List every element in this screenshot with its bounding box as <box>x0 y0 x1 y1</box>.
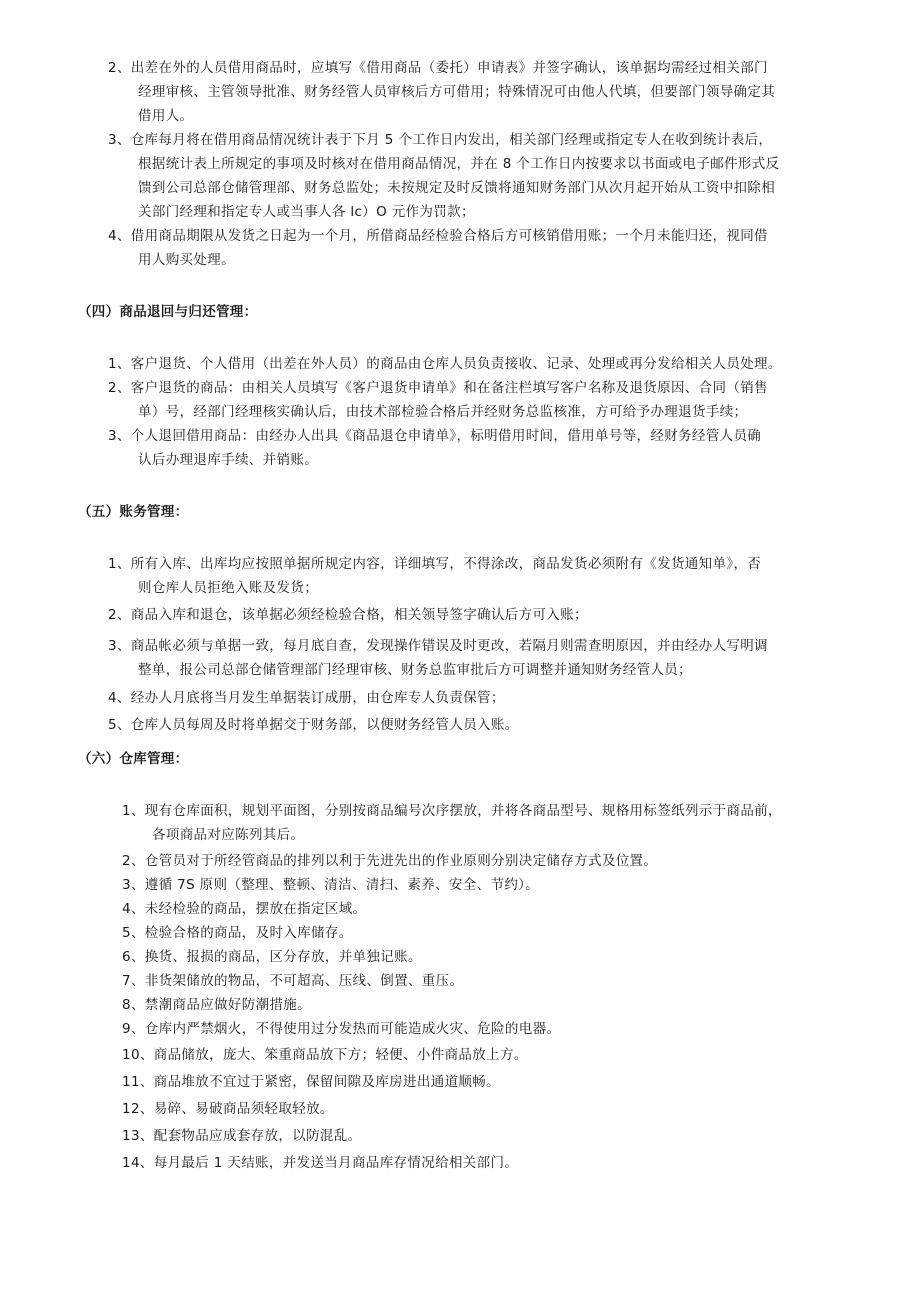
item-number: 5、 <box>108 717 131 733</box>
item-line: 禁潮商品应做好防潮措施。 <box>144 997 311 1013</box>
warehouse-item-12 <box>122 1097 334 1121</box>
item-number: 2、 <box>108 607 131 623</box>
item-number: 10、 <box>122 1047 154 1063</box>
warehouse-item-4 <box>122 897 366 921</box>
item-number: 1、 <box>108 356 131 372</box>
warehouse-item-2 <box>122 849 657 873</box>
item-line: 则仓库人员拒绝入账及发货； <box>138 580 319 596</box>
item-line: 商品堆放不宜过于紧密，保留间隙及库房进出通道顺畅。 <box>153 1074 500 1090</box>
item-line: 用人购买处理。 <box>138 252 235 268</box>
item-number: 14、 <box>122 1155 154 1171</box>
item-number: 13、 <box>122 1128 154 1144</box>
item-line: 个人退回借用商品：由经办人出具《商品退仓申请单》，标明借用时间，借用单号等，经财务经管人员确 <box>130 428 762 444</box>
item-line: 配套物品应成套存放，以防混乱。 <box>153 1128 362 1144</box>
item-line: 遵循 7S 原则（整理、整顿、清洁、清扫、素养、安全、节约）。 <box>144 877 540 893</box>
item-number: 4、 <box>122 901 145 917</box>
item-line: 每月最后 1 天结账，并发送当月商品库存情况给相关部门。 <box>153 1155 519 1171</box>
item-line: 经办人月底将当月发生单据装订成册，由仓库专人负责保管； <box>130 690 505 706</box>
item-line: 商品储放，庞大、笨重商品放下方；轻便、小件商品放上方。 <box>153 1047 528 1063</box>
borrow-rule-item-2 <box>108 56 775 128</box>
item-number: 8、 <box>122 997 145 1013</box>
warehouse-item-14 <box>122 1151 518 1175</box>
returns-item-2 <box>108 376 768 424</box>
item-line: 各项商品对应陈列其后。 <box>152 827 305 843</box>
item-line: 换货、报损的商品，区分存放，并单独记账。 <box>144 949 422 965</box>
accounting-item-5 <box>108 713 519 737</box>
item-line: 借用人。 <box>138 108 194 124</box>
item-line: 馈到公司总部仓储管理部、财务总监处；未按规定及时反馈将通知财务部门从次月起开始从工资中扣除相 <box>138 180 776 196</box>
borrow-rule-item-4 <box>108 224 768 272</box>
item-number: 5、 <box>122 925 145 941</box>
item-line: 仓库人员每周及时将单据交于财务部，以便财务经管人员入账。 <box>130 717 519 733</box>
accounting-item-4 <box>108 686 505 710</box>
warehouse-item-7 <box>122 969 463 993</box>
item-number: 2、 <box>122 853 145 869</box>
item-number: 1、 <box>122 803 145 819</box>
warehouse-item-13 <box>122 1124 361 1148</box>
borrow-rule-item-3 <box>108 128 779 224</box>
item-line: 出差在外的人员借用商品时，应填写《借用商品（委托）申请表》并签字确认，该单据均需经过相关部门 <box>130 60 768 76</box>
item-line: 关部门经理和指定专人或当事人各 lc）O 元作为罚款； <box>138 204 475 220</box>
section-heading-accounting: （五）账务管理： <box>78 504 189 520</box>
returns-item-1 <box>108 352 782 376</box>
accounting-item-2 <box>108 603 588 627</box>
item-line: 现有仓库面积，规划平面图，分别按商品编号次序摆放，并将各商品型号、规格用标签纸列示于商品前， <box>144 803 782 819</box>
accounting-item-3 <box>108 634 768 682</box>
item-line: 仓库每月将在借用商品情况统计表于下月 5 个工作日内发出，相关部门经理或指定专人在收到统计表后， <box>130 132 773 148</box>
section-heading-returns: （四）商品退回与归还管理： <box>78 304 258 320</box>
warehouse-item-3 <box>122 873 539 897</box>
item-number: 1、 <box>108 556 131 572</box>
item-line: 客户退货的商品：由相关人员填写《客户退货申请单》和在备注栏填写客户名称及退货原因、合同（销售 <box>130 380 768 396</box>
section-heading-warehouse: （六）仓库管理： <box>78 751 189 767</box>
item-number: 3、 <box>122 877 145 893</box>
item-line: 仓管员对于所经管商品的排列以利于先进先出的作业原则分别决定储存方式及位置。 <box>144 853 658 869</box>
item-line: 未经检验的商品，摆放在指定区域。 <box>144 901 367 917</box>
item-line: 仓库内严禁烟火，不得使用过分发热而可能造成火灾、危险的电器。 <box>144 1021 561 1037</box>
item-line: 非货架储放的物品，不可超高、压线、倒置、重压。 <box>144 973 464 989</box>
warehouse-item-6 <box>122 945 422 969</box>
item-number: 9、 <box>122 1021 145 1037</box>
item-number: 3、 <box>108 638 131 654</box>
item-line: 经理审核、主管领导批准、财务经管人员审核后方可借用；特殊情况可由他人代填，但要部门领导确定其 <box>138 84 776 100</box>
item-number: 3、 <box>108 132 131 148</box>
item-number: 2、 <box>108 60 131 76</box>
item-number: 6、 <box>122 949 145 965</box>
item-line: 易碎、易破商品须轻取轻放。 <box>153 1101 334 1117</box>
item-number: 12、 <box>122 1101 154 1117</box>
item-number: 4、 <box>108 690 131 706</box>
item-line: 借用商品期限从发货之日起为一个月，所借商品经检验合格后方可核销借用账；一个月未能归还，视同借 <box>130 228 768 244</box>
item-line: 单）号，经部门经理核实确认后，由技术部检验合格后并经财务总监核准，方可给予办理退货手续； <box>138 404 748 420</box>
item-number: 2、 <box>108 380 131 396</box>
item-line: 商品入库和退仓，该单据必须经检验合格，相关领导签字确认后方可入账； <box>130 607 588 623</box>
warehouse-item-8 <box>122 993 311 1017</box>
warehouse-item-11 <box>122 1070 500 1094</box>
item-number: 7、 <box>122 973 145 989</box>
returns-item-3 <box>108 424 761 472</box>
item-line: 检验合格的商品，及时入库储存。 <box>144 925 353 941</box>
item-line: 客户退货、个人借用（出差在外人员）的商品由仓库人员负责接收、记录、处理或再分发给相关人员处理。 <box>130 356 782 372</box>
item-number: 3、 <box>108 428 131 444</box>
item-line: 整单，报公司总部仓储管理部门经理审核、财务总监审批后方可调整并通知财务经管人员； <box>138 662 692 678</box>
warehouse-item-9 <box>122 1017 560 1041</box>
warehouse-item-5 <box>122 921 353 945</box>
item-number: 11、 <box>122 1074 154 1090</box>
warehouse-item-10 <box>122 1043 528 1067</box>
item-line: 商品帐必须与单据一致，每月底自查，发现操作错误及时更改，若隔月则需查明原因，并由经办人写明调 <box>130 638 768 654</box>
warehouse-item-1 <box>122 799 782 847</box>
item-number: 4、 <box>108 228 131 244</box>
item-line: 根据统计表上所规定的事项及时核对在借用商品情况，并在 8 个工作日内按要求以书面或电子邮件形式反 <box>138 156 780 172</box>
item-line: 所有入库、出库均应按照单据所规定内容，详细填写，不得涂改，商品发货必须附有《发货通知单》，否 <box>130 556 762 572</box>
accounting-item-1 <box>108 552 761 600</box>
item-line: 认后办理退库手续、并销账。 <box>138 452 319 468</box>
